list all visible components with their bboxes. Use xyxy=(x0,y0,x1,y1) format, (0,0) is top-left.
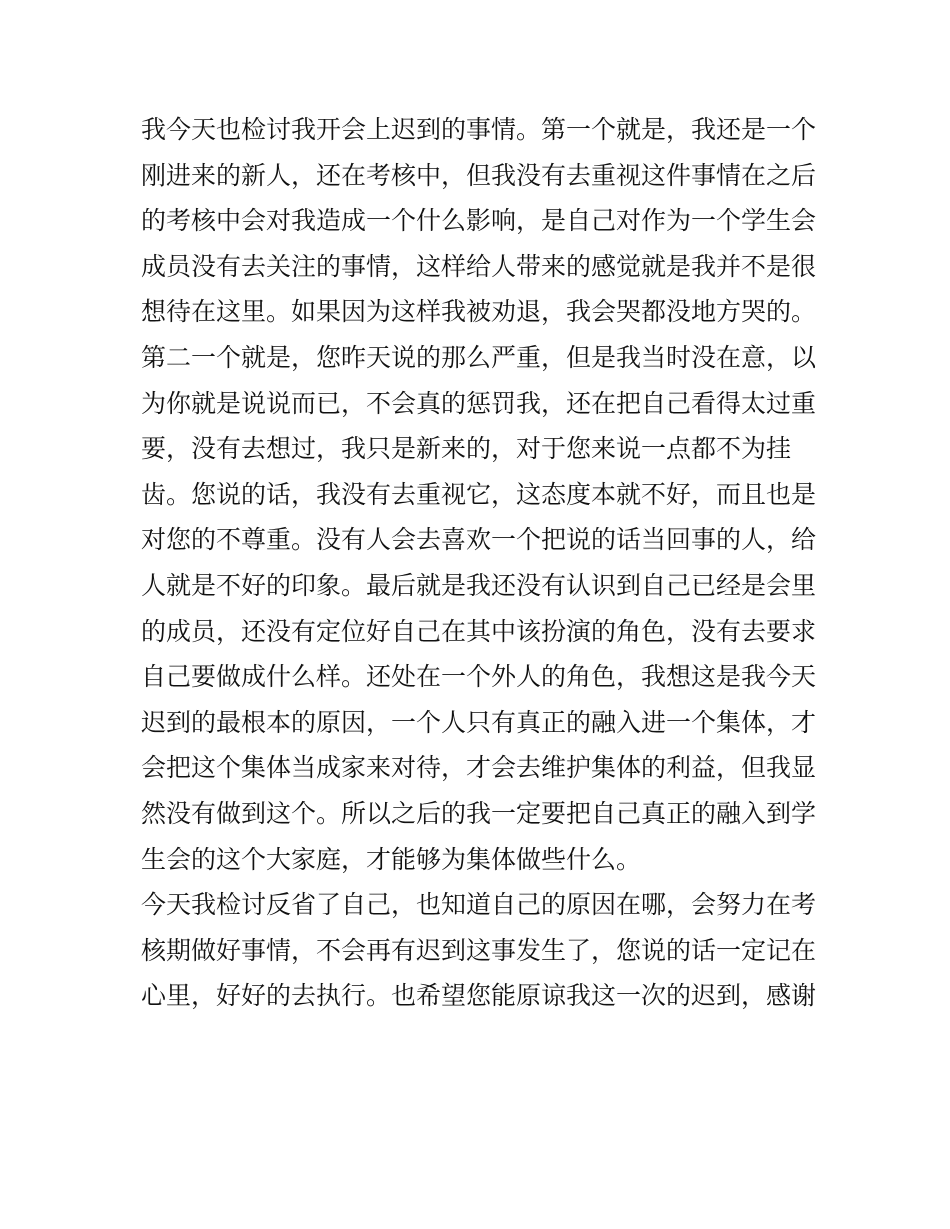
text-line: 然没有做到这个。所以之后的我一定要把自己真正的融入到学 xyxy=(141,798,817,828)
text-line: 我今天也检讨我开会上迟到的事情。第一个就是，我还是一个 xyxy=(141,115,817,144)
text-line: 核期做好事情，不会再有迟到这事发生了，您说的话一定记在 xyxy=(141,935,817,965)
text-line: 想待在这里。如果因为这样我被劝退，我会哭都没地方哭的。 xyxy=(141,297,817,327)
text-line: 刚进来的新人，还在考核中，但我没有去重视这件事情在之后 xyxy=(141,160,817,190)
text-line: 要，没有去想过，我只是新来的，对于您来说一点都不为挂 xyxy=(141,434,792,464)
text-line: 心里，好好的去执行。也希望您能原谅我这一次的迟到，感谢 xyxy=(141,981,817,1011)
text-line: 的成员，还没有定位好自己在其中该扮演的角色，没有去要求 xyxy=(141,616,817,646)
text-line: 生会的这个大家庭，才能够为集体做些什么。 xyxy=(141,844,642,874)
text-line: 会把这个集体当成家来对待，才会去维护集体的利益，但我显 xyxy=(141,753,817,783)
text-line: 为你就是说说而已，不会真的惩罚我，还在把自己看得太过重 xyxy=(141,388,817,418)
text-line: 对您的不尊重。没有人会去喜欢一个把说的话当回事的人，给 xyxy=(141,525,817,555)
text-line: 今天我检讨反省了自己，也知道自己的原因在哪，会努力在考 xyxy=(141,890,817,920)
text-line: 迟到的最根本的原因，一个人只有真正的融入进一个集体，才 xyxy=(141,707,817,737)
body-text xyxy=(141,107,821,1019)
text-line: 的考核中会对我造成一个什么影响，是自己对作为一个学生会 xyxy=(141,206,817,236)
text-line: 第二一个就是，您昨天说的那么严重，但是我当时没在意，以 xyxy=(141,342,817,372)
text-line: 成员没有去关注的事情，这样给人带来的感觉就是我并不是很 xyxy=(141,251,817,281)
text-line: 齿。您说的话，我没有去重视它，这态度本就不好，而且也是 xyxy=(141,479,817,509)
text-line: 自己要做成什么样。还处在一个外人的角色，我想这是我今天 xyxy=(141,662,817,692)
text-line: 人就是不好的印象。最后就是我还没有认识到自己已经是会里 xyxy=(141,570,817,600)
